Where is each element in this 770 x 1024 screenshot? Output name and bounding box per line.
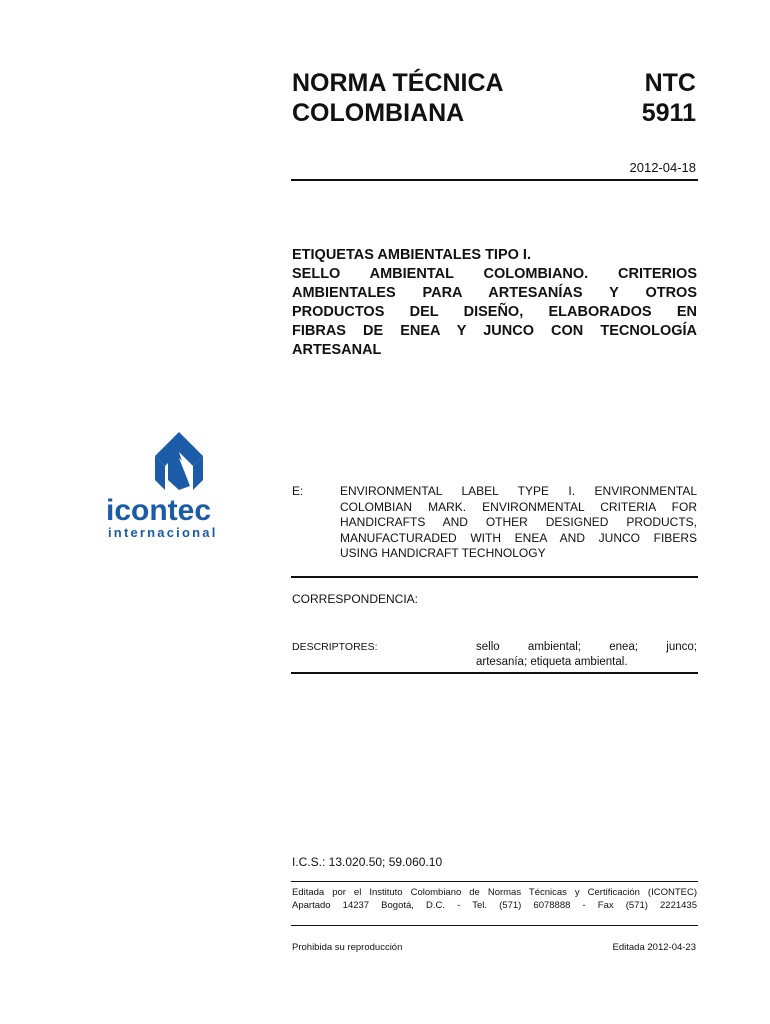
icontec-subtitle: internacional — [108, 525, 218, 540]
standard-title — [292, 68, 504, 128]
subject-line: FIBRAS DE ENEA Y JUNCO CON TECNOLOGÍA — [292, 323, 697, 339]
icontec-diamond-icon — [124, 432, 234, 492]
standard-date: 2012-04-18 — [629, 160, 696, 175]
english-line: MANUFACTURADED WITH ENEA AND JUNCO FIBERS — [340, 530, 697, 545]
subject-line: ETIQUETAS AMBIENTALES TIPO I. — [292, 247, 531, 263]
descriptors-label: DESCRIPTORES: — [292, 641, 378, 653]
descriptors-value — [476, 640, 697, 670]
descriptors-line: artesanía; etiqueta ambiental. — [476, 656, 628, 668]
publisher-info — [292, 887, 697, 912]
english-title — [340, 484, 697, 562]
icontec-wordmark: icontec — [106, 494, 212, 527]
standard-code-prefix: NTC — [644, 69, 696, 97]
publisher-line: Apartado 14237 Bogotá, D.C. - Tel. (571) 6078888 - Fax (571) 2221435 — [292, 899, 697, 911]
correspondence-label: CORRESPONDENCIA: — [292, 592, 419, 606]
english-label: E: — [292, 484, 304, 498]
standard-code-number: 5911 — [641, 99, 696, 127]
subject-line: ARTESANAL — [292, 342, 382, 358]
ics-code: I.C.S.: 13.020.50; 59.060.10 — [292, 855, 443, 869]
standard-title-line-2: COLOMBIANA — [292, 99, 465, 127]
standard-subject — [292, 246, 697, 360]
english-line: COLOMBIAN MARK. ENVIRONMENTAL CRITERIA FOR — [340, 499, 697, 514]
subject-line: AMBIENTALES PARA ARTESANÍAS Y OTROS — [292, 285, 697, 301]
divider-publisher-bottom — [291, 925, 698, 926]
subject-line: SELLO AMBIENTAL COLOMBIANO. CRITERIOS — [292, 266, 697, 282]
standard-title-line-1: NORMA TÉCNICA — [292, 69, 504, 97]
standard-code — [642, 68, 696, 128]
divider-top — [291, 179, 698, 181]
divider-middle — [291, 576, 698, 578]
divider-bottom — [291, 672, 698, 674]
edition-date: Editada 2012-04-23 — [612, 942, 696, 953]
english-line: HANDICRAFTS AND OTHER DESIGNED PRODUCTS, — [340, 515, 697, 529]
reproduction-notice: Prohibida su reproducción — [292, 942, 403, 953]
publisher-line: Editada por el Instituto Colombiano de Normas Técnicas y Certificación (ICONTEC) — [292, 887, 697, 898]
english-line: USING HANDICRAFT TECHNOLOGY — [340, 546, 546, 560]
english-line: ENVIRONMENTAL LABEL TYPE I. ENVIRONMENTAL — [340, 484, 697, 498]
subject-line: PRODUCTOS DEL DISEÑO, ELABORADOS EN — [292, 304, 697, 320]
descriptors-line: sello ambiental; enea; junco; — [476, 641, 697, 653]
divider-publisher-top — [291, 881, 698, 882]
